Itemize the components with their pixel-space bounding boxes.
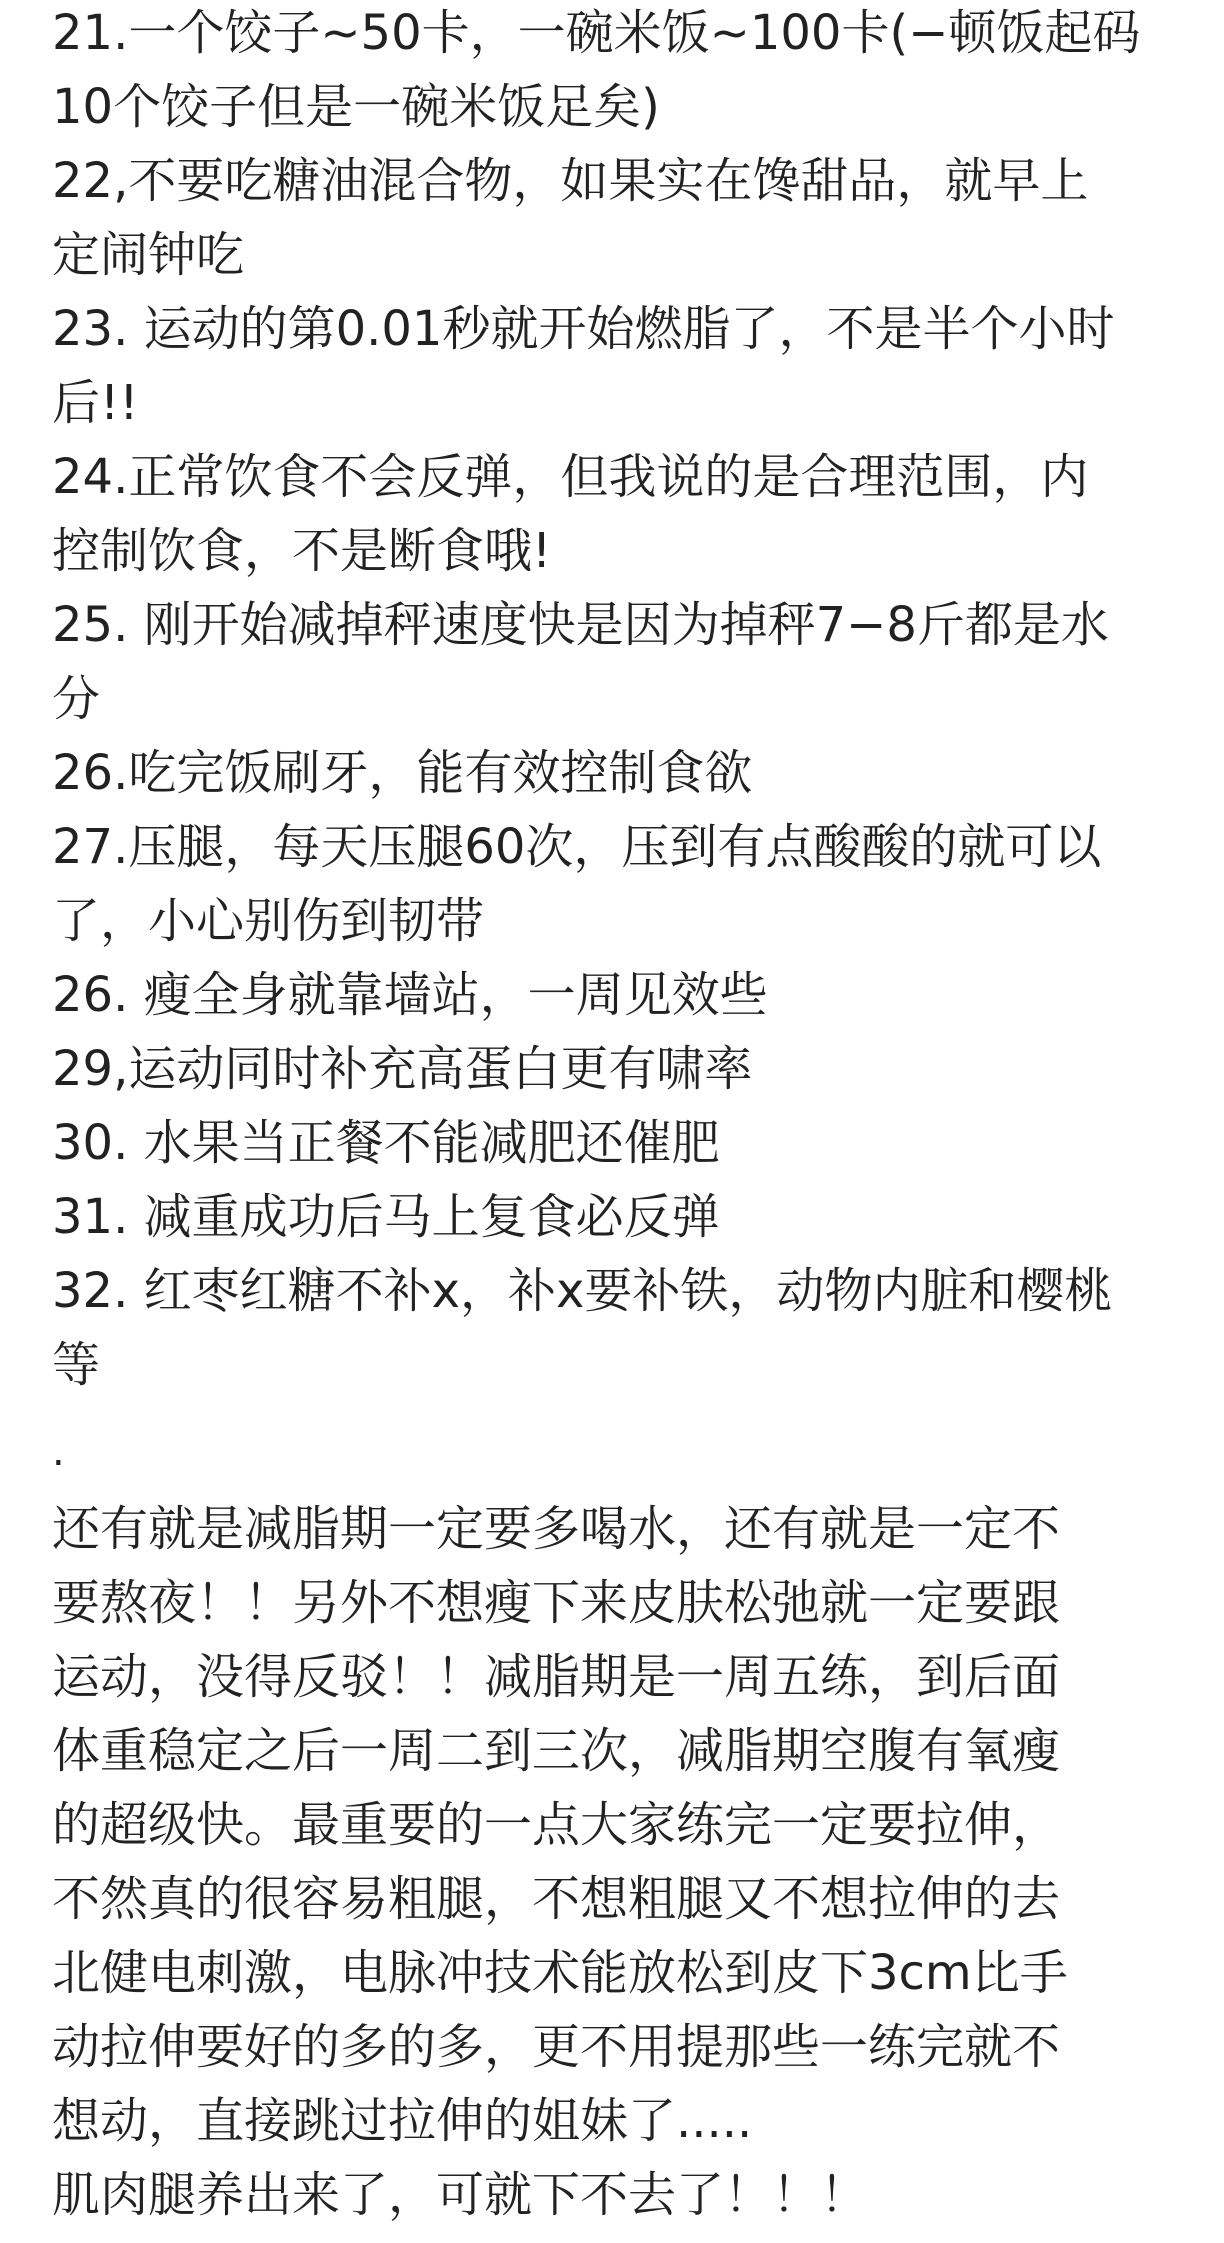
paragraph-line: 想动，直接跳过拉伸的姐妹了..... [52,2093,753,2149]
list-line: 27.压腿，每天压腿60次，压到有点酸酸的就可以 [52,819,1102,875]
list-line: 23. 运动的第0.01秒就开始燃脂了，不是半个小时 [52,301,1115,357]
paragraph-line: 要熬夜！！另外不想瘦下来皮肤松弛就一定要跟 [52,1575,1061,1631]
list-line: 26.吃完饭刷牙，能有效控制食欲 [52,745,753,801]
list-line: 22,不要吃糖油混合物，如果实在馋甜品，就早上 [52,153,1089,209]
list-line: 了，小心别伤到韧带 [52,893,485,949]
list-line: 分 [52,671,101,727]
tips-list [52,0,1182,1402]
separator-dot: . [52,1429,65,1475]
list-line: 24.正常饮食不会反弹，但我说的是合理范围，内 [52,449,1089,505]
list-line: 31. 减重成功后马上复食必反弹 [52,1189,720,1245]
list-line: 26. 瘦全身就靠墙站，一周见效些 [52,967,768,1023]
list-line: 25. 刚开始减掉秤速度快是因为掉秤7−8斤都是水 [52,597,1109,653]
paragraph-line: 动拉伸要好的多的多，更不用提那些一练完就不 [52,2019,1061,2075]
list-line: 21.一个饺子~50卡，一碗米饭~100卡(−顿饭起码 [52,5,1141,61]
list-line: 30. 水果当正餐不能减肥还催肥 [52,1115,720,1171]
paragraph-line: 的超级快。最重要的一点大家练完一定要拉伸， [52,1797,1061,1853]
list-line: 10个饺子但是一碗米饭足矣) [52,79,660,135]
list-line: 等 [52,1337,101,1393]
paragraph-line: 运动，没得反驳！！减脂期是一周五练，到后面 [52,1649,1061,1705]
paragraph-line: 北健电刺激，电脉冲技术能放松到皮下3cm比手 [52,1945,1068,2001]
list-line: 32. 红枣红糖不补x，补x要补铁，动物内脏和樱桃 [52,1263,1113,1319]
paragraph-line: 不然真的很容易粗腿，不想粗腿又不想拉伸的去 [52,1871,1061,1927]
closing-paragraph [52,1492,1182,2232]
list-line: 后!! [52,375,139,431]
paragraph-line: 体重稳定之后一周二到三次，减脂期空腹有氧瘦 [52,1723,1061,1779]
list-line: 控制饮食，不是断食哦! [52,523,552,579]
list-line: 29,运动同时补充高蛋白更有啸率 [52,1041,753,1097]
paragraph-line: 还有就是减脂期一定要多喝水，还有就是一定不 [52,1501,1061,1557]
list-line: 定闹钟吃 [52,227,245,283]
paragraph-line: 肌肉腿养出来了，可就下不去了！！！ [52,2167,869,2223]
